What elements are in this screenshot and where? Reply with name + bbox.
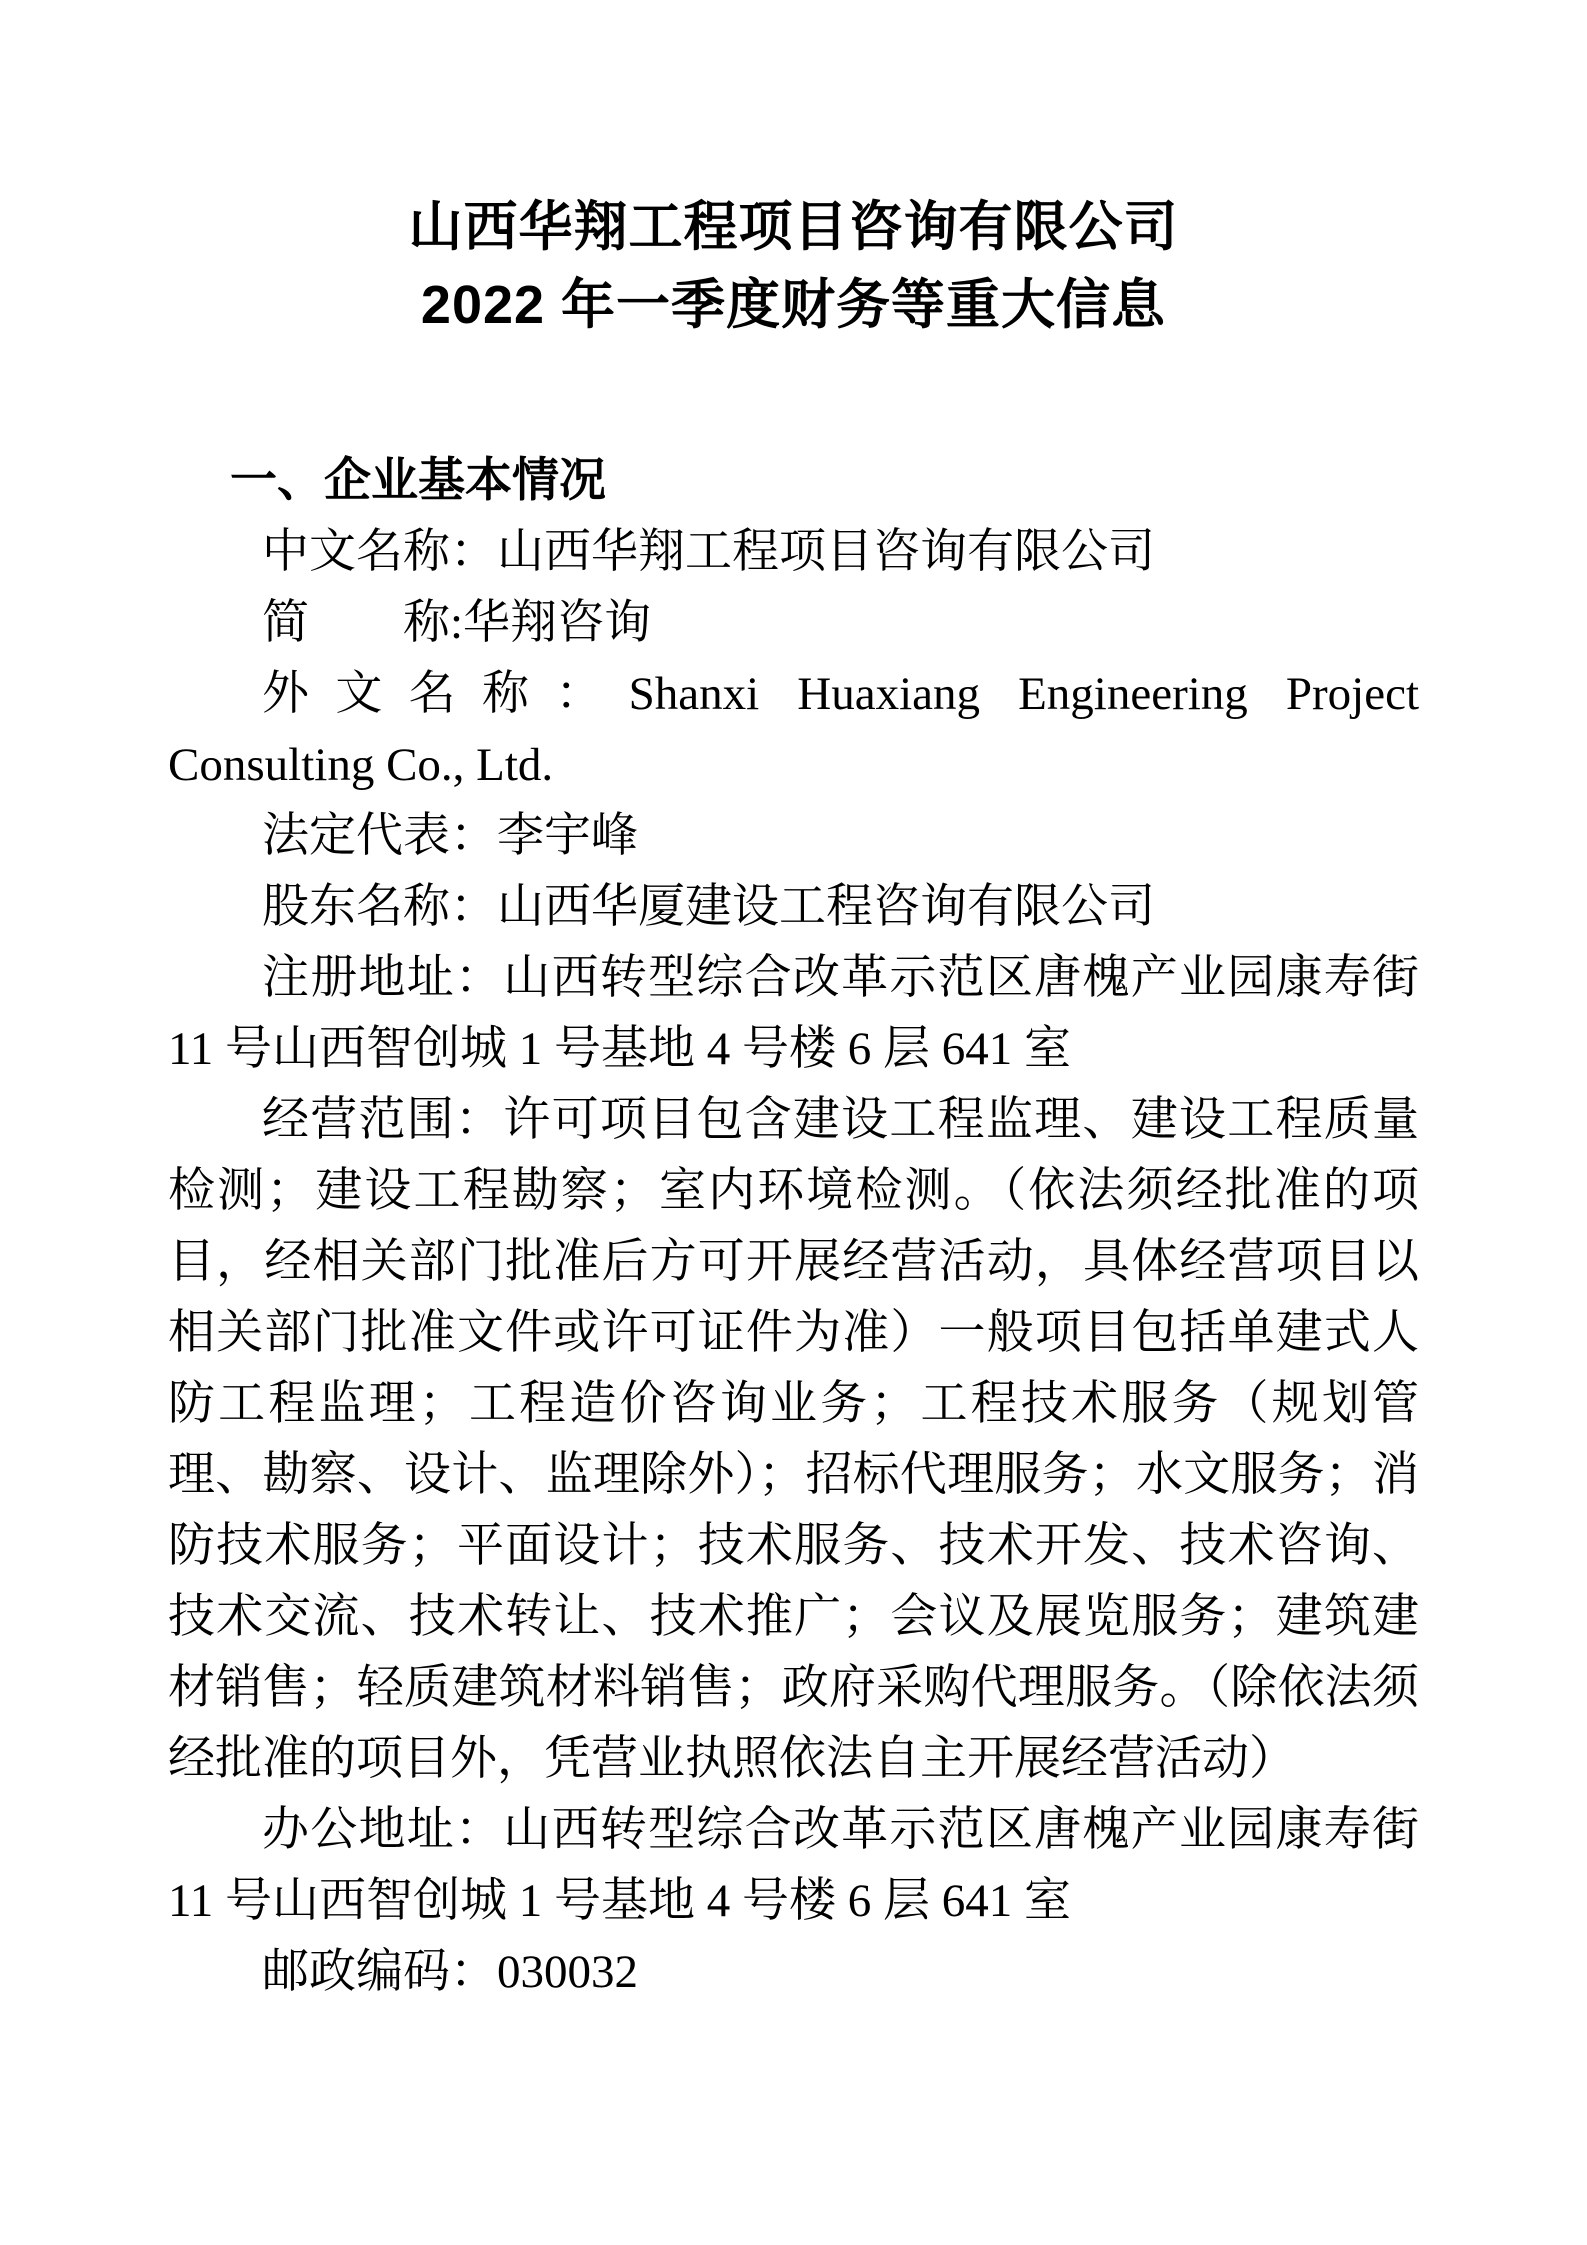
paragraph: 简 称:华翔咨询 (262, 597, 652, 649)
title-line-1: 山西华翔工程项目咨询有限公司 (408, 197, 1179, 257)
paragraph: 经营范围：许可项目包含建设工程监理、建设工程质量检测；建设工程勘察；室内环境检测。（依法须经批准的项目，经相关部门批准后方可开展经营活动，具体经营项目以相关部门批准文件或许可证件为准）一般项目包括单建式人防工程监理；工程造价咨询业务；工程技术服务（规划管理、勘察、设计、监理除外）；招标代理服务；水文服务；消防技术服务；平面设计；技术服务、技术开发、技术咨询、技术交流、技术转让、技术推广；会议及展览服务；建筑建材销售；轻质建筑材料销售；政府采购代理服务。（除依法须经批准的项目外，凭营业执照依法自主开展经营活动） (168, 1094, 1419, 1785)
paragraph: 法定代表：李宇峰 (262, 810, 638, 862)
section-heading: 一、企业基本情况 (230, 453, 607, 506)
paragraph: 注册地址：山西转型综合改革示范区唐槐产业园康寿街 11 号山西智创城 1 号基地 4 号楼 6 层 641 室 (168, 952, 1419, 1075)
paragraph: 中文名称：山西华翔工程项目咨询有限公司 (262, 526, 1155, 578)
paragraph: 办公地址：山西转型综合改革示范区唐槐产业园康寿街 11 号山西智创城 1 号基地 4 号楼 6 层 641 室 (168, 1804, 1419, 1927)
paragraphs (168, 517, 1419, 2008)
title-line-2: 2022 年一季度财务等重大信息 (420, 275, 1167, 335)
section-basic-info (168, 444, 1419, 2008)
paragraph: 邮政编码：030032 (262, 1946, 638, 1998)
document-title (168, 188, 1419, 344)
paragraph: 外文名称：Shanxi Huaxiang Engineering Project Consulting Co., Ltd. (168, 668, 1419, 791)
paragraph: 股东名称：山西华厦建设工程咨询有限公司 (262, 881, 1155, 933)
